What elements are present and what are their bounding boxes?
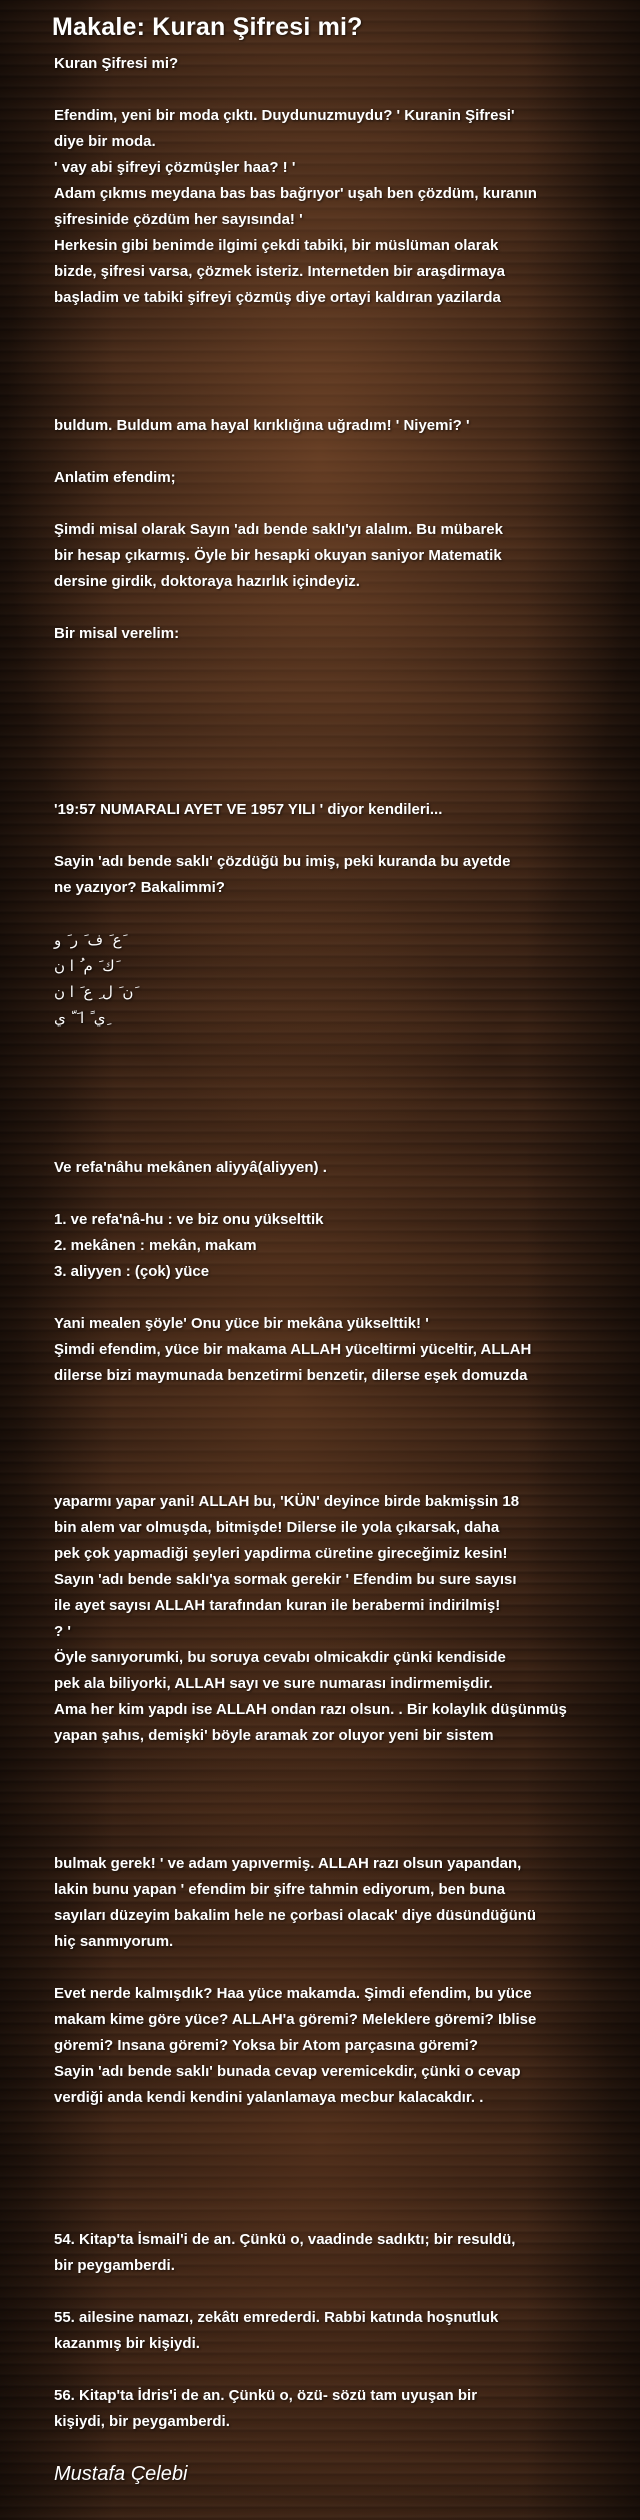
text-line: diye bir moda. xyxy=(54,133,156,150)
text-line: Sayin 'adı bende saklı' bunada cevap veremicekdir, çünki o cevap xyxy=(54,2063,521,2080)
text-line: Sayin 'adı bende saklı' çözdüğü bu imiş, peki kuranda bu ayetde xyxy=(54,853,511,870)
list-item: 3. aliyyen : (çok) yüce xyxy=(54,1263,210,1280)
text-line: Kuran Şifresi mi? xyxy=(54,55,179,72)
text-line: Adam çıkmıs meydana bas bas bağrıyor' uşah ben çözdüm, kuranın xyxy=(54,185,537,202)
arabic-line: ك َ م ُ ا ن َ xyxy=(54,957,120,975)
page-title: Makale: Kuran Şifresi mi? xyxy=(52,13,363,41)
arabic-line: ع َ ف َ ر َ و َ xyxy=(54,931,127,949)
verse-line: 56. Kitap'ta İdris'i de an. Çünkü o, özü- sözü tam uyuşan bir xyxy=(54,2387,478,2404)
text-line: pek çok yapmadiği şeyleri yapdirma cüretine gireceğimiz kesin! xyxy=(54,1545,508,1562)
text-line: buldum. Buldum ama hayal kırıklığına uğradım! ' Niyemi? ' xyxy=(54,417,470,434)
verse-line: 55. ailesine namazı, zekâtı emrederdi. Rabbi katında hoşnutluk xyxy=(54,2309,499,2326)
text-line: başladim ve tabiki şifreyi çözmüş diye ortayi kaldıran yazilarda xyxy=(54,289,501,306)
text-line: göremi? Insana göremi? Yoksa bir Atom parçasına göremi? xyxy=(54,2037,478,2054)
arabic-line: ي ً ا َ ّ ي ِ xyxy=(54,1009,111,1027)
text-line: şifresinide çözdüm her sayısında! ' xyxy=(54,211,303,228)
text-line: lakin bunu yapan ' efendim bir şifre tahmin ediyorum, ben buna xyxy=(54,1881,506,1898)
text-line: Ve refa'nâhu mekânen aliyyâ(aliyyen) . xyxy=(54,1159,327,1176)
text-line: Herkesin gibi benimde ilgimi çekdi tabiki, bir müslüman olarak xyxy=(54,237,499,254)
verse-line: kişiydi, bir peygamberdi. xyxy=(54,2413,230,2430)
text-line: bulmak gerek! ' ve adam yapıvermiş. ALLAH razı olsun yapandan, xyxy=(54,1855,522,1872)
list-item: 1. ve refa'nâ-hu : ve biz onu yükselttik xyxy=(54,1211,324,1228)
text-line: dersine girdik, doktoraya hazırlık içindeyiz. xyxy=(54,573,360,590)
verse-line: kazanmış bir kişiydi. xyxy=(54,2335,200,2352)
text-line: Ama her kim yapdı ise ALLAH ondan razı olsun. . Bir kolaylık düşünmüş xyxy=(54,1701,567,1718)
verse-line: 54. Kitap'ta İsmail'i de an. Çünkü o, vaadinde sadıktı; bir resuldü, xyxy=(54,2231,516,2248)
text-line: Anlatim efendim; xyxy=(54,469,176,486)
text-line: Efendim, yeni bir moda çıktı. Duydunuzmuydu? ' Kuranin Şifresi' xyxy=(54,107,515,124)
text-line: Yani mealen şöyle' Onu yüce bir mekâna yükselttik! ' xyxy=(54,1315,429,1332)
text-line: Şimdi efendim, yüce bir makama ALLAH yüceltirmi yüceltir, ALLAH xyxy=(54,1341,532,1358)
author-name[interactable]: Mustafa Çelebi xyxy=(54,2463,188,2485)
list-item: 2. mekânen : mekân, makam xyxy=(54,1237,257,1254)
text-line: Bir misal verelim: xyxy=(54,625,180,642)
text-line: ? ' xyxy=(54,1623,71,1640)
text-line: ne yazıyor? Bakalimmi? xyxy=(54,879,225,896)
arabic-line: ن َ ل ِ ع َ ا ن َ xyxy=(54,983,139,1001)
text-line: pek ala biliyorki, ALLAH sayı ve sure numarası indirmemişdir. xyxy=(54,1675,493,1692)
text-line: makam kime göre yüce? ALLAH'a göremi? Meleklere göremi? Iblise xyxy=(54,2011,537,2028)
text-line: hiç sanmıyorum. xyxy=(54,1933,174,1950)
text-line: bin alem var olmuşda, bitmişde! Dilerse ile yola çıkarsak, daha xyxy=(54,1519,500,1536)
text-line: verdiği anda kendi kendini yalanlamaya mecbur kalacakdır. . xyxy=(54,2089,484,2106)
text-line: Şimdi misal olarak Sayın 'adı bende saklı'yı alalım. Bu mübarek xyxy=(54,521,503,538)
text-line: bir hesap çıkarmış. Öyle bir hesapki okuyan saniyor Matematik xyxy=(54,547,502,564)
verse-line: bir peygamberdi. xyxy=(54,2257,175,2274)
text-line: sayıları düzeyim bakalim hele ne çorbasi olacak' diye düsündüğünü xyxy=(54,1907,537,1924)
text-line: yaparmı yapar yani! ALLAH bu, 'KÜN' deyince birde bakmişsin 18 xyxy=(54,1493,520,1510)
text-line: yapan şahıs, demişki' böyle aramak zor oluyor yeni bir sistem xyxy=(54,1727,494,1744)
text-line: dilerse bizi maymunada benzetirmi benzetir, dilerse eşek domuzda xyxy=(54,1367,528,1384)
text-line: Sayın 'adı bende saklı'ya sormak gerekir ' Efendim bu sure sayısı xyxy=(54,1571,517,1588)
text-line: ' vay abi şifreyi çözmüşler haa? ! ' xyxy=(54,159,296,176)
text-line: ile ayet sayısı ALLAH tarafından kuran ile berabermi indirilmiş! xyxy=(54,1597,501,1614)
text-line: '19:57 NUMARALI AYET VE 1957 YILI ' diyor kendileri... xyxy=(54,801,443,818)
text-line: bizde, şifresi varsa, çözmek isteriz. Internetden bir araşdirmaya xyxy=(54,263,506,280)
text-line: Öyle sanıyorumki, bu soruya cevabı olmicakdir çünki kendiside xyxy=(54,1649,506,1666)
text-line: Evet nerde kalmışdık? Haa yüce makamda. Şimdi efendim, bu yüce xyxy=(54,1985,532,2002)
